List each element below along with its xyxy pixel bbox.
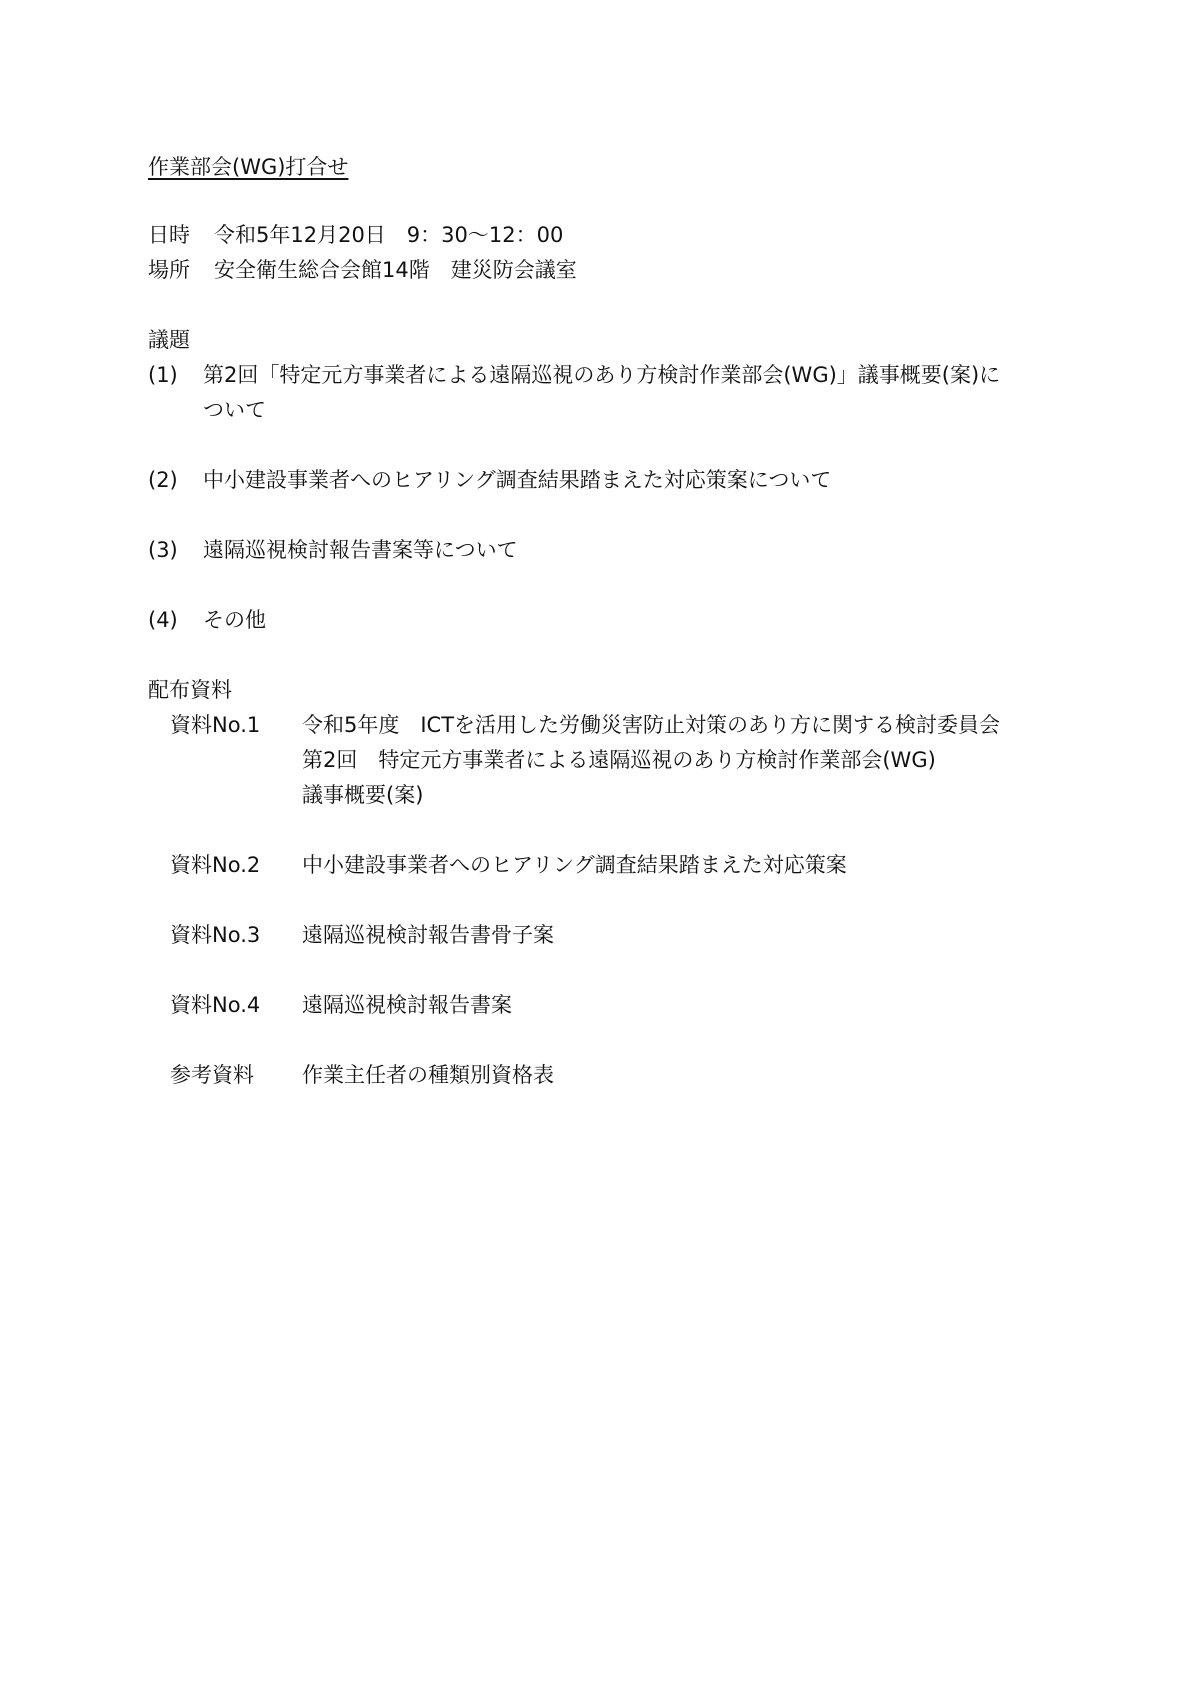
- material-label: 参考資料: [170, 1063, 254, 1087]
- agenda-item-number: (4): [148, 608, 178, 632]
- agenda-item-text: 遠隔巡視検討報告書案等について: [203, 538, 518, 562]
- material-label: 資料No.3: [170, 923, 261, 947]
- agenda-item-number: (1): [148, 363, 178, 387]
- place-label: 場所: [148, 258, 190, 282]
- agenda-item-text: その他: [203, 608, 266, 632]
- place-value: 安全衛生総合会館14階 建災防会議室: [214, 258, 577, 282]
- datetime-value: 令和5年12月20日 9：30～12：00: [214, 223, 564, 247]
- document-title: 作業部会(WG)打合せ: [148, 155, 349, 179]
- agenda-item-text: 第2回「特定元方事業者による遠隔巡視のあり方検討作業部会(WG)」議事概要(案)に: [203, 363, 1001, 387]
- material-title: 遠隔巡視検討報告書骨子案: [302, 923, 554, 947]
- agenda-heading: 議題: [148, 328, 190, 352]
- datetime-label: 日時: [148, 223, 190, 247]
- material-title: 中小建設事業者へのヒアリング調査結果踏まえた対応策案: [302, 853, 847, 877]
- material-title: 作業主任者の種類別資格表: [302, 1063, 554, 1087]
- material-label: 資料No.1: [170, 713, 261, 737]
- material-label: 資料No.4: [170, 993, 261, 1017]
- agenda-item-number: (2): [148, 468, 178, 492]
- material-title: 遠隔巡視検討報告書案: [302, 993, 512, 1017]
- material-title-continued: 第2回 特定元方事業者による遠隔巡視のあり方検討作業部会(WG): [302, 748, 936, 772]
- material-title-continued: 議事概要(案): [302, 783, 424, 807]
- agenda-item-text: 中小建設事業者へのヒアリング調査結果踏まえた対応策案について: [203, 468, 832, 492]
- agenda-item-text-continued: ついて: [203, 398, 266, 422]
- materials-heading: 配布資料: [148, 678, 232, 702]
- material-label: 資料No.2: [170, 853, 261, 877]
- material-title: 令和5年度 ICTを活用した労働災害防止対策のあり方に関する検討委員会: [302, 713, 1001, 737]
- agenda-item-number: (3): [148, 538, 178, 562]
